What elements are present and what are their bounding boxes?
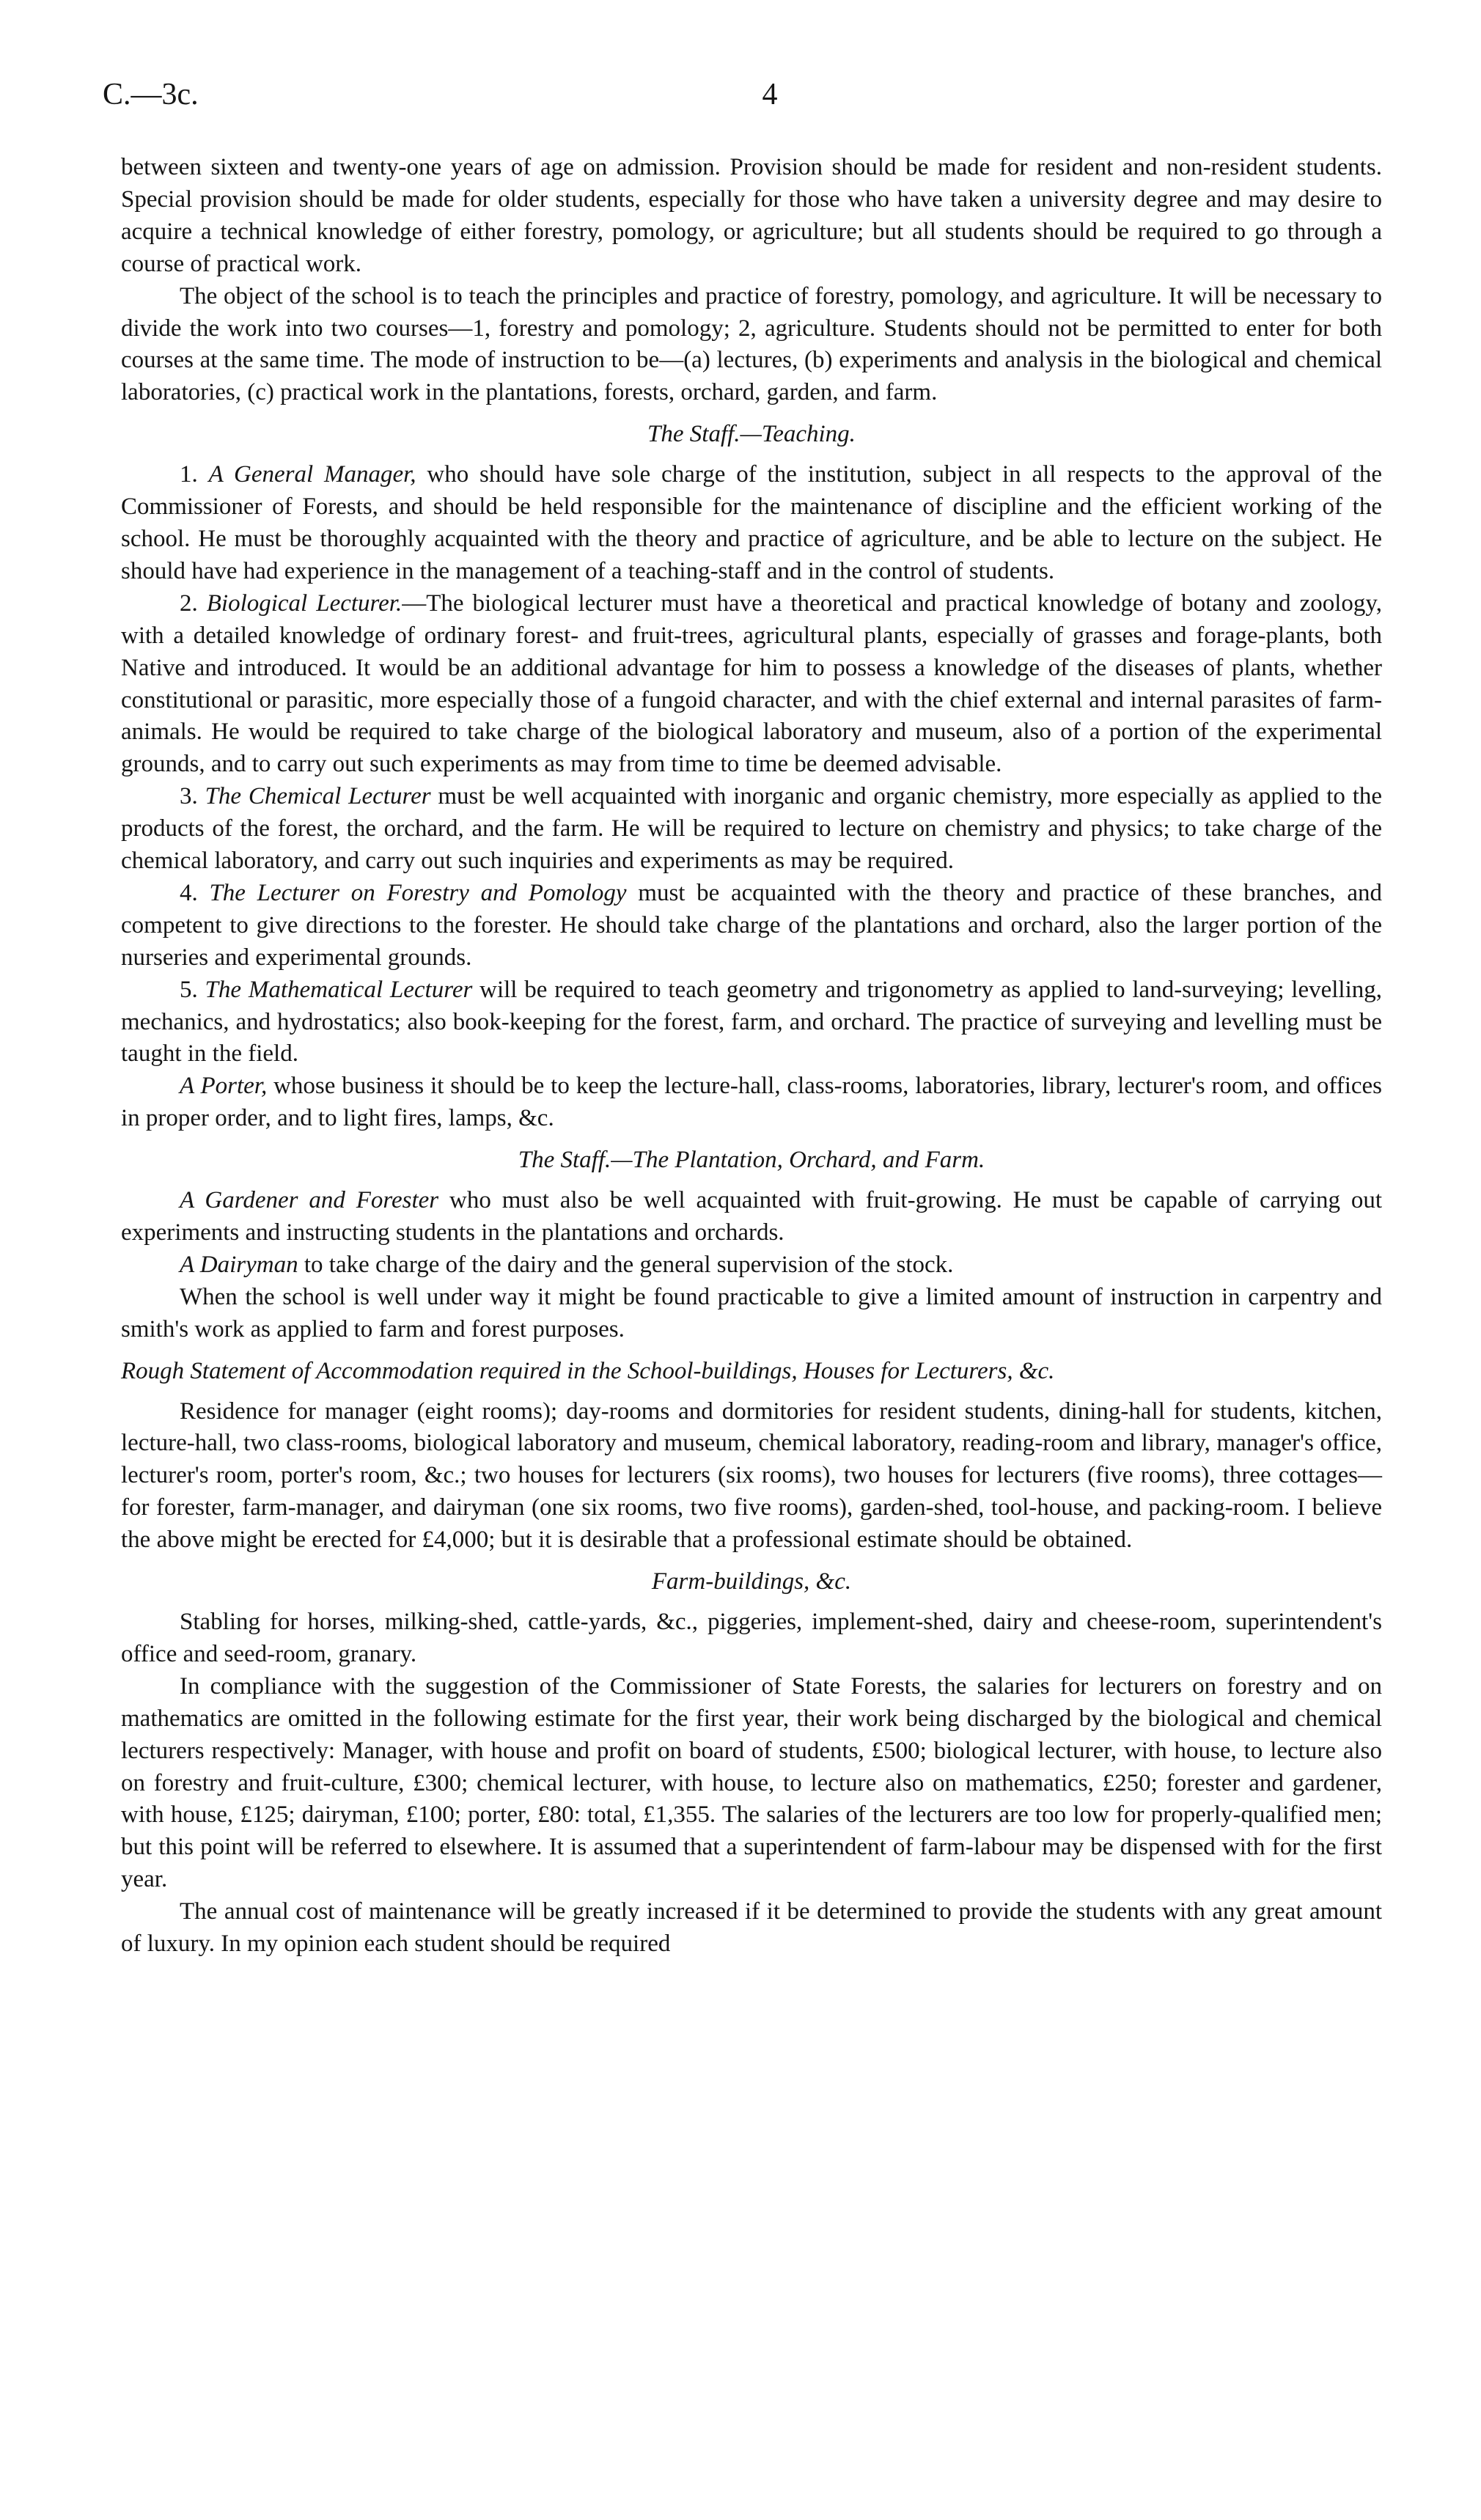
item-text: who should have sole charge of the institution, subject in all respects to the approval of the Commissioner of Forests, and should be held responsible for the maintenance of discipline and the efficient working of the school. He must be thoroughly acquainted with the theory and practice of agriculture, and be able to lecture on the subject. He should have had experience in the management of a teaching-staff and in the control of students.: [121, 461, 1383, 584]
item-title: Biological Lecturer.: [206, 589, 403, 617]
item-title: The Lecturer on Forestry and Pomology: [209, 879, 627, 906]
staff-item-chemical-lecturer: [121, 781, 1382, 878]
item-number: 4.: [180, 879, 198, 906]
section-heading-staff-teaching: The Staff.—Teaching.: [647, 421, 856, 448]
item-text: who must also be well acquainted with fruit-growing. He must be capable of carrying out experiments and instructing students in the plantations and orchards.: [121, 1187, 1383, 1246]
paragraph-maintenance: The annual cost of maintenance will be greatly increased if it be determined to provide the students with any great amount of luxury. In my opinion each student should be required: [121, 1898, 1382, 1958]
page-number: 4: [762, 78, 778, 111]
page-header: [103, 77, 1393, 121]
staff-item-general-manager: [121, 459, 1382, 588]
item-text: to take charge of the dairy and the general supervision of the stock.: [304, 1251, 954, 1278]
section-heading-farm-buildings: Farm-buildings, &c.: [651, 1568, 852, 1595]
document-reference: C.—3c.: [103, 78, 199, 111]
paragraph-accommodation: Residence for manager (eight rooms); day-rooms and dormitories for resident students, dining-hall for students, kitchen, lecture-hall, two class-rooms, biological laboratory and museum, chemical laboratory, reading-room and library, manager's office, lecturer's room, porter's room, &c.; two houses for lecturers (six rooms), two houses for lecturers (five rooms), three cottages—for forester, farm-manager, and dairyman (one six rooms, two five rooms), garden-shed, tool-house, and packing-room. I believe the above might be erected for £4,000; but it is desirable that a professional estimate should be obtained.: [121, 1397, 1382, 1554]
staff-item-mathematical-lecturer: [121, 974, 1382, 1071]
item-text: whose business it should be to keep the lecture-hall, class-rooms, laboratories, library, lecturer's room, and offices in proper order, and to light fires, lamps, &c.: [121, 1073, 1383, 1132]
staff-item-biological-lecturer: [121, 588, 1382, 781]
item-text: must be well acquainted with inorganic and organic chemistry, more especially as applied to the products of the forest, the orchard, and the farm. He will be required to lecture on chemistry and physics; to take charge of the chemical laboratory, and carry out such inquiries and experiments as may be required.: [121, 783, 1383, 875]
section-heading-accommodation: Rough Statement of Accommodation required in the School-buildings, Houses for Lecturers, &c.: [121, 1357, 1055, 1384]
item-text: must be acquainted with the theory and practice of these branches, and competent to give directions to the forester. He should take charge of the plantations and orchard, also the larger portion of the nurseries and experimental grounds.: [121, 879, 1383, 971]
item-title: The Mathematical Lecturer: [205, 976, 473, 1003]
paragraph-admission: between sixteen and twenty-one years of age on admission. Provision should be made for resident and non-resident students. Special provision should be made for older students, especially for those who have taken a university degree and may desire to acquire a technical knowledge of either forestry, pomology, or agriculture; but all students should be required to go through a course of practical work.: [121, 154, 1382, 277]
staff-item-forestry-lecturer: [121, 878, 1382, 974]
item-title: A General Manager,: [208, 461, 416, 488]
staff-item-dairyman: [121, 1249, 1382, 1282]
document-body: [121, 152, 1382, 1961]
paragraph-stabling: Stabling for horses, milking-shed, cattle-yards, &c., piggeries, implement-shed, dairy and cheese-room, superintendent's office and seed-room, granary.: [121, 1608, 1382, 1667]
paragraph-carpentry: When the school is well under way it might be found practicable to give a limited amount of instruction in carpentry and smith's work as applied to farm and forest purposes.: [121, 1283, 1382, 1342]
paragraph-object-of-school: The object of the school is to teach the principles and practice of forestry, pomology, and agriculture. It will be necessary to divide the work into two courses—1, forestry and pomology; 2, agriculture. Students should not be permitted to enter for both courses at the same time. The mode of instruction to be—(a) lectures, (b) experiments and analysis in the biological and chemical laboratories, (c) practical work in the plantations, forests, orchard, garden, and farm.: [121, 282, 1382, 406]
item-number: 5.: [180, 976, 198, 1003]
item-title: A Porter,: [180, 1073, 268, 1100]
item-title: A Dairyman: [180, 1251, 298, 1278]
item-text: —The biological lecturer must have a theoretical and practical knowledge of botany and zoology, with a detailed knowledge of ordinary forest- and fruit-trees, agricultural plants, especially of grasses and forage-plants, both Native and introduced. It would be an additional advantage for him to possess a knowledge of the diseases of plants, whether constitutional or parasitic, more especially those of a fungoid character, and with the chief external and internal parasites of farm-animals. He would be required to take charge of the biological laboratory and museum, also of a portion of the experimental grounds, and to carry out such experiments as may from time to time be deemed advisable.: [121, 589, 1382, 778]
staff-item-gardener-forester: [121, 1185, 1382, 1249]
item-number: 2.: [180, 589, 198, 617]
section-heading-staff-plantation: The Staff.—The Plantation, Orchard, and Farm.: [518, 1147, 985, 1174]
item-title: A Gardener and Forester: [180, 1187, 439, 1214]
item-text: will be required to teach geometry and trigonometry as applied to land-surveying; levelling, mechanics, and hydrostatics; also book-keeping for the forest, farm, and orchard. The practice of surveying and levelling must be taught in the field.: [121, 976, 1383, 1068]
item-number: 1.: [180, 461, 198, 488]
item-title: The Chemical Lecturer: [205, 783, 431, 810]
paragraph-salaries: In compliance with the suggestion of the Commissioner of State Forests, the salaries for lecturers on forestry and on mathematics are omitted in the following estimate for the first year, their work being discharged by the biological and chemical lecturers respectively: Manager, with house and profit on board of students, £500; biological lecturer, with house, to lecture also on forestry and fruit-culture, £300; chemical lecturer, with house, to lecture also on mathematics, £250; forester and gardener, with house, £125; dairyman, £100; porter, £80: total, £1,355. The salaries of the lecturers are too low for properly-qualified men; but this point will be referred to elsewhere. It is assumed that a superintendent of farm-labour may be dispensed with for the first year.: [121, 1672, 1382, 1893]
item-number: 3.: [180, 783, 198, 810]
staff-item-porter: [121, 1070, 1382, 1135]
